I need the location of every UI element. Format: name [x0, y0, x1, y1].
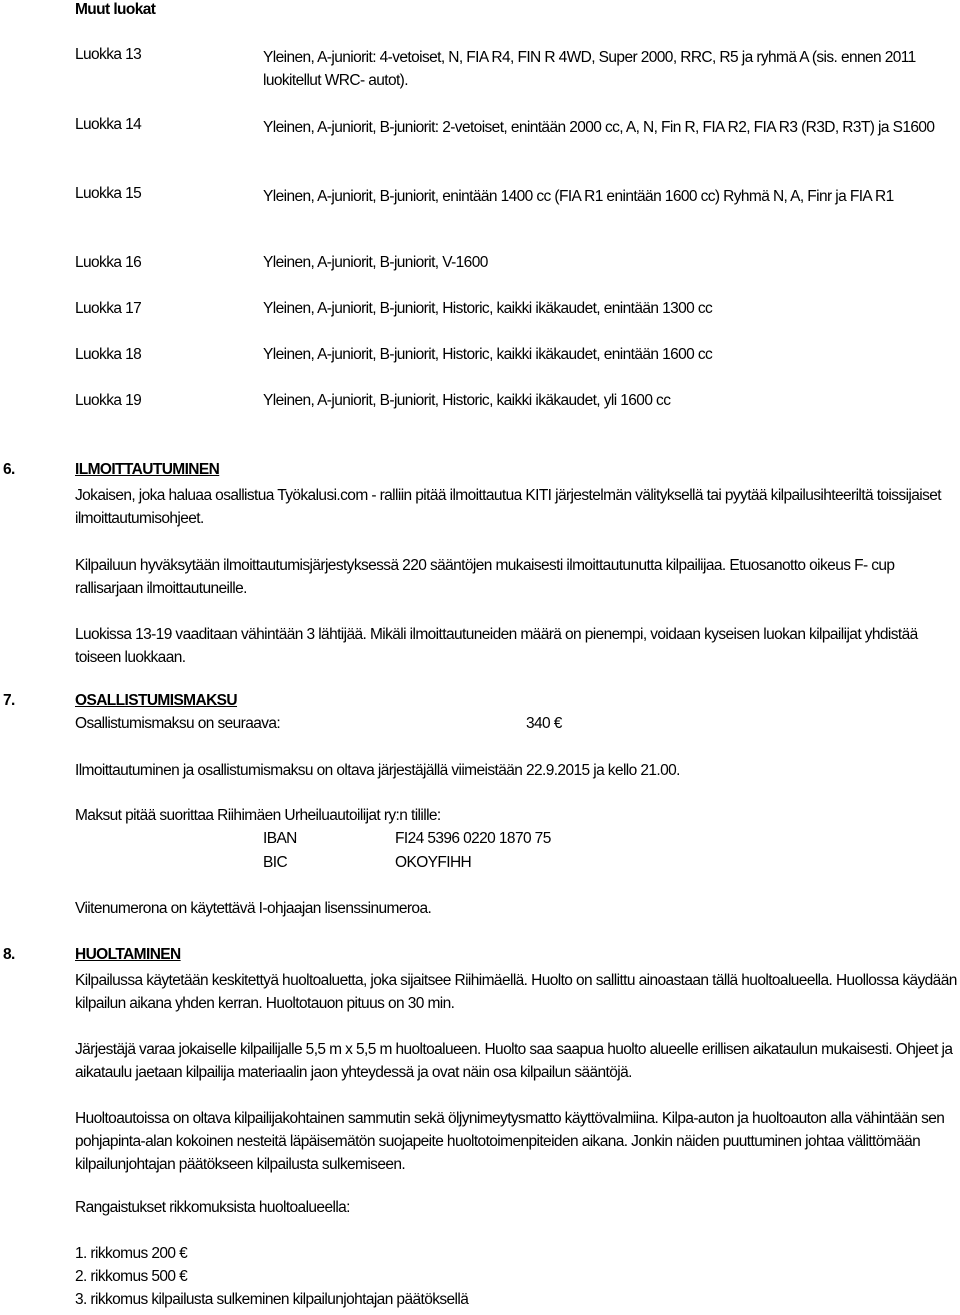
section-6-paragraph: Kilpailuun hyväksytään ilmoittautumisjärjestyksessä 220 sääntöjen mukaisesti ilmoittautunutta kilpailijaa. Etuosanotto oikeus F- cup rallisarjaan ilmoittautuneille. [75, 557, 895, 597]
class-description: Yleinen, A-juniorit, B-juniorit, V-1600 [263, 254, 488, 271]
payment-account-text: Maksut pitää suorittaa Riihimäen Urheiluautoilijat ry:n tilille: [75, 807, 441, 824]
section-8-title: HUOLTAMINEN [75, 946, 181, 963]
class-description: Yleinen, A-juniorit, B-juniorit, Historic, kaikki ikäkaudet, enintään 1300 cc [263, 300, 713, 317]
penalties-heading: Rangaistukset rikkomuksista huoltoalueella: [75, 1199, 350, 1216]
registration-deadline: Ilmoittautuminen ja osallistumismaksu on oltava järjestäjällä viimeistään 22.9.2015 ja kello 21.00. [75, 762, 680, 779]
penalty-item: 1. rikkomus 200 € [75, 1245, 188, 1262]
fee-label: Osallistumismaksu on seuraava: [75, 715, 281, 732]
section-6-paragraph: Jokaisen, joka haluaa osallistua Työkalusi.com - ralliin pitää ilmoittautua KITI järjestelmän välityksellä tai pyytää kilpailusihteeriltä toissijaiset ilmoittautumisohjeet. [75, 487, 941, 527]
class-label: Luokka 17 [75, 300, 142, 317]
class-description: Yleinen, A-juniorit, B-juniorit: 2-vetoiset, enintään 2000 cc, A, N, Fin R, FIA R2, FIA R3 (R3D, R3T) ja S1600 [263, 119, 935, 136]
class-description: Yleinen, A-juniorit, B-juniorit, Historic, kaikki ikäkaudet, yli 1600 cc [263, 392, 671, 409]
class-description: Yleinen, A-juniorit: 4-vetoiset, N, FIA R4, FIN R 4WD, Super 2000, RRC, R5 ja ryhmä A (sis. ennen 2011 luokitellut WRC- autot). [263, 49, 916, 89]
class-label: Luokka 14 [75, 116, 142, 133]
other-classes-heading: Muut luokat [75, 1, 156, 18]
section-8-paragraph: Huoltoautoissa on oltava kilpailijakohtainen sammutin sekä öljynimeytysmatto käyttövalmiina. Kilpa-auton ja huoltoauton alla vähintään sen pohjapinta-alan kokoinen nesteitä läpäisemätön suojapeite huoltotoimenpiteiden aikana. Jonkin näiden puuttuminen johtaa välittömään kilpailunjohtajan päätökseen kilpailusta sulkemiseen. [75, 1110, 945, 1173]
iban-value: FI24 5396 0220 1870 75 [395, 830, 551, 847]
bic-label: BIC [263, 854, 288, 871]
class-label: Luokka 13 [75, 46, 142, 63]
section-8-number: 8. [3, 946, 15, 963]
class-label: Luokka 19 [75, 392, 142, 409]
fee-value: 340 € [526, 715, 562, 732]
reference-number-text: Viitenumerona on käytettävä I-ohjaajan lisenssinumeroa. [75, 900, 432, 917]
class-label: Luokka 15 [75, 185, 142, 202]
section-8-paragraph: Kilpailussa käytetään keskitettyä huoltoaluetta, joka sijaitsee Riihimäellä. Huolto on sallittu ainoastaan tällä huoltoalueella. Huollossa käydään kilpailun aikana yhden kerran. Huoltotauon pituus on 30 min. [75, 972, 957, 1012]
section-6-title: ILMOITTAUTUMINEN [75, 461, 220, 478]
class-description: Yleinen, A-juniorit, B-juniorit, Historic, kaikki ikäkaudet, enintään 1600 cc [263, 346, 713, 363]
section-8-paragraph: Järjestäjä varaa jokaiselle kilpailijalle 5,5 m x 5,5 m huoltoalueen. Huolto saa saapua huolto alueelle erillisen aikataulun mukaisesti. Ohjeet ja aikataulu jaetaan kilpailija materiaalin jaon yhteydessä ja ovat näin osa kilpailun sääntöjä. [75, 1041, 953, 1081]
iban-label: IBAN [263, 830, 297, 847]
section-7-number: 7. [3, 692, 15, 709]
section-7-title: OSALLISTUMISMAKSU [75, 692, 238, 709]
section-6-paragraph: Luokissa 13-19 vaaditaan vähintään 3 lähtijää. Mikäli ilmoittautuneiden määrä on pienempi, voidaan kyseisen luokan kilpailijat yhdistää toiseen luokkaan. [75, 626, 918, 666]
bic-value: OKOYFIHH [395, 854, 472, 871]
class-label: Luokka 16 [75, 254, 142, 271]
penalty-item: 3. rikkomus kilpailusta sulkeminen kilpailunjohtajan päätöksellä [75, 1291, 469, 1308]
class-label: Luokka 18 [75, 346, 142, 363]
section-6-number: 6. [3, 461, 15, 478]
class-description: Yleinen, A-juniorit, B-juniorit, enintään 1400 cc (FIA R1 enintään 1600 cc) Ryhmä N, A, Finr ja FIA R1 [263, 188, 894, 205]
penalty-item: 2. rikkomus 500 € [75, 1268, 188, 1285]
